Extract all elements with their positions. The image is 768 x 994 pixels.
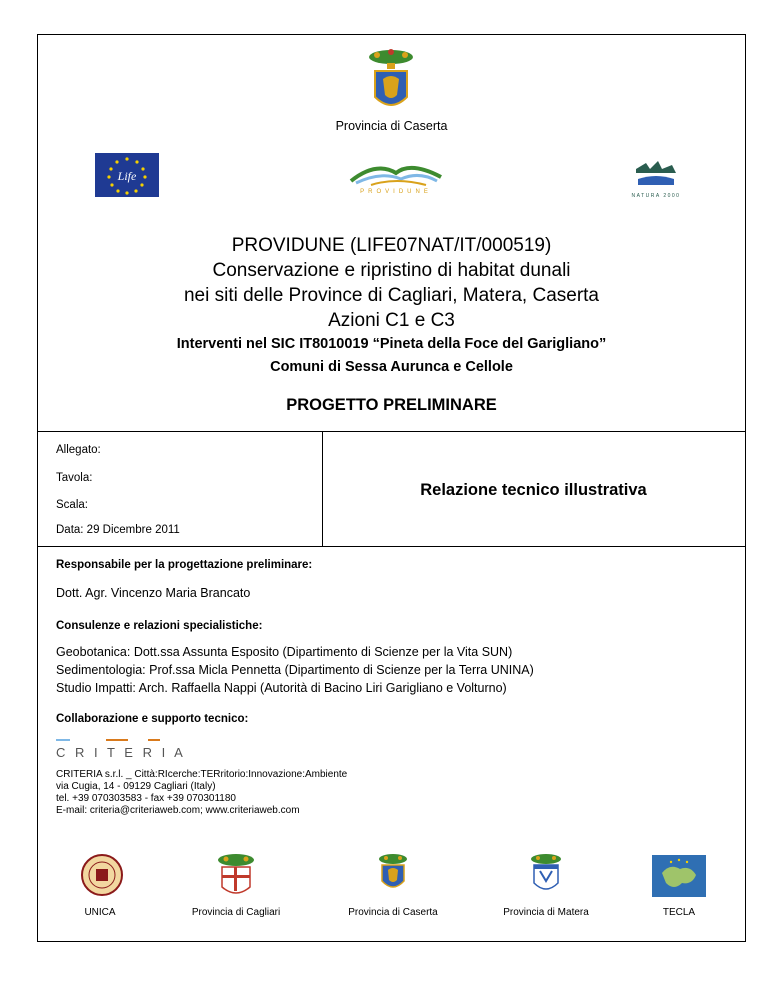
province-label: Provincia di Caserta (335, 119, 448, 133)
matera-crest-icon (528, 853, 564, 895)
providune-logo-text: PROVIDUNE (360, 189, 432, 195)
cons-heading: Consulenze e relazioni specialistiche: (56, 620, 263, 632)
natura2000-logo-text: NATURA 2000 (631, 193, 681, 199)
partner-label: Provincia di Caserta (348, 907, 438, 918)
title-line-1: PROVIDUNE (LIFE07NAT/IT/000519) (231, 235, 552, 256)
title-line-4: Azioni C1 e C3 (328, 310, 455, 331)
resp-name: Dott. Agr. Vincenzo Maria Brancato (56, 586, 251, 600)
document-title: Relazione tecnico illustrativa (420, 481, 647, 499)
allegato-label: Allegato: (56, 444, 101, 456)
partner-label: UNICA (84, 907, 116, 918)
life-logo (95, 153, 159, 197)
criteria-line: tel. +39 070303583 - fax +39 070301180 (56, 793, 236, 804)
caserta-crest-small-icon (376, 853, 410, 893)
scala-label: Scala: (56, 499, 88, 511)
doc-type-heading: PROGETTO PRELIMINARE (286, 396, 497, 414)
resp-heading: Responsabile per la progettazione preliminare: (56, 559, 313, 571)
criteria-logo-text: C R I T E R I A (56, 745, 186, 760)
partner-label: TECLA (662, 907, 696, 918)
criteria-line: E-mail: criteria@criteriaweb.com; www.criteriaweb.com (56, 805, 300, 816)
unica-seal-icon (80, 853, 124, 897)
partner-label: Provincia di Cagliari (191, 907, 281, 918)
cons-line: Studio Impatti: Arch. Raffaella Nappi (Autorità di Bacino Liri Garigliano e Volturno) (56, 681, 507, 695)
partner-label: Provincia di Matera (503, 907, 589, 918)
criteria-line: via Cugia, 14 - 09129 Cagliari (Italy) (56, 781, 216, 792)
tavola-label: Tavola: (56, 472, 93, 484)
collab-heading: Collaborazione e supporto tecnico: (56, 713, 249, 725)
title-line-2: Conservazione e ripristino di habitat dunali (212, 260, 571, 281)
tecla-logo (652, 855, 706, 897)
page-frame (37, 34, 746, 942)
cons-line: Geobotanica: Dott.ssa Assunta Esposito (Dipartimento di Scienze per la Vita SUN) (56, 645, 513, 659)
divider-top (38, 431, 745, 432)
criteria-line: CRITERIA s.r.l. _ Città:RIcerche:TERritorio:Innovazione:Ambiente (56, 769, 348, 780)
divider-bottom (38, 546, 745, 547)
life-logo-text: Life (117, 169, 137, 183)
title-line-6: Comuni di Sessa Aurunca e Cellole (270, 359, 513, 375)
natura2000-logo (628, 155, 684, 199)
title-line-3: nei siti delle Province di Cagliari, Matera, Caserta (183, 285, 599, 306)
cons-line: Sedimentologia: Prof.ssa Micla Pennetta (Dipartimento di Scienze per la Terra UNINA) (56, 663, 534, 677)
criteria-logo (56, 739, 196, 763)
title-line-5: Interventi nel SIC IT8010019 “Pineta della Foce del Garigliano” (176, 336, 607, 352)
data-label: Data: 29 Dicembre 2011 (56, 524, 180, 536)
caserta-crest-icon (361, 47, 421, 117)
cagliari-crest-icon (214, 853, 258, 899)
providune-logo (341, 155, 451, 195)
